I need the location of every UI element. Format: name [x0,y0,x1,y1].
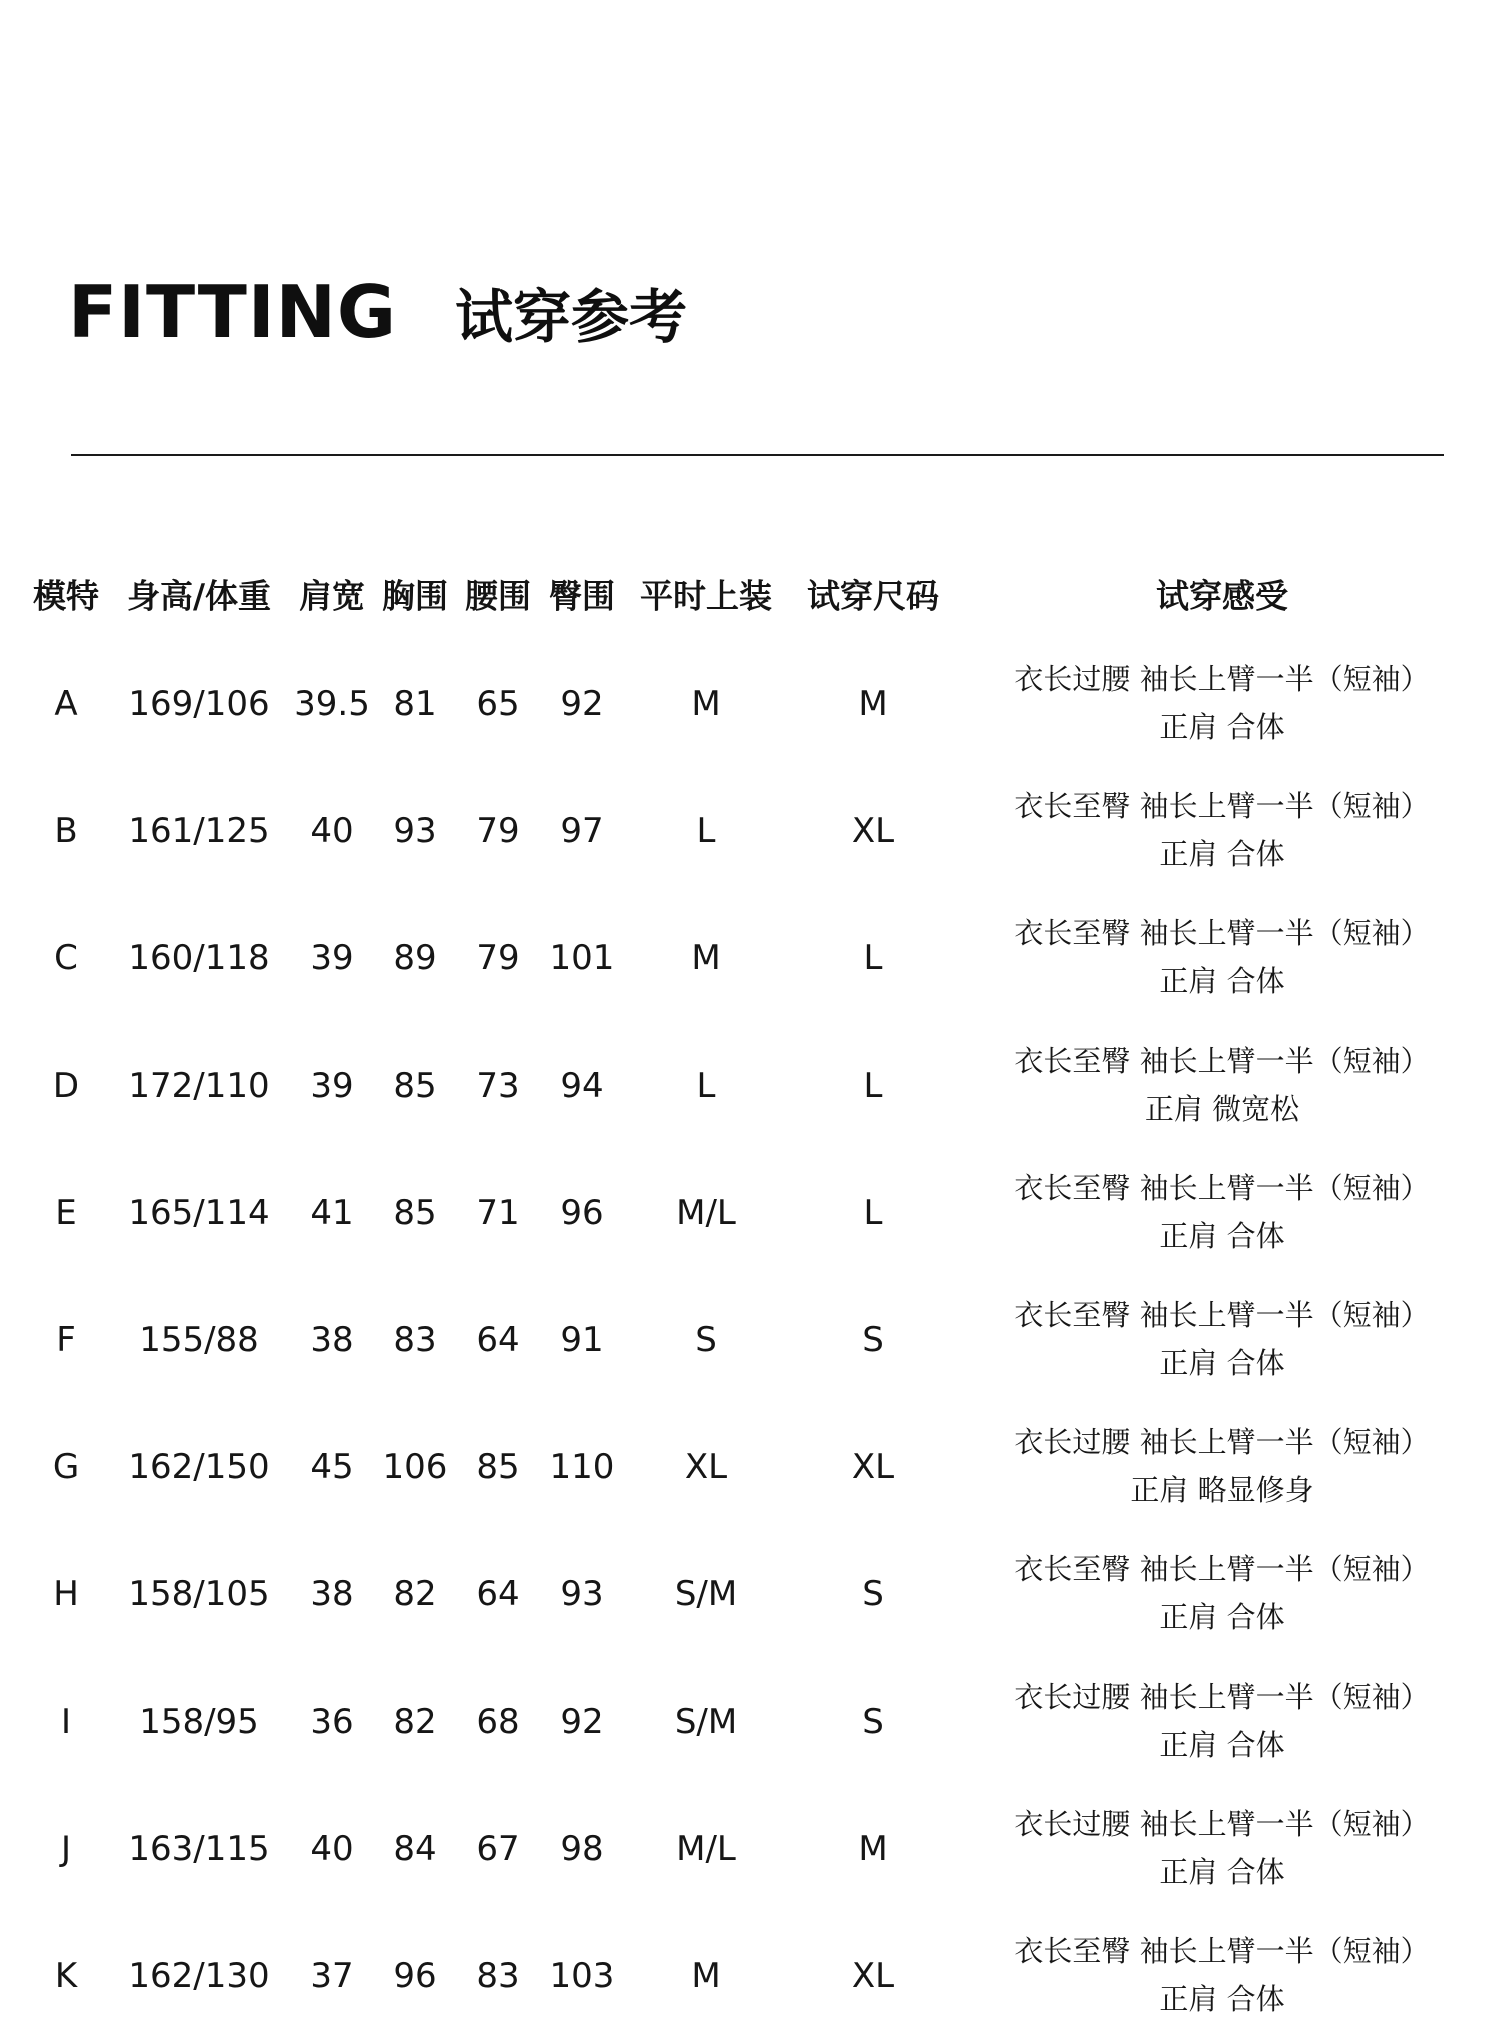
feeling-line-length: 衣长至臀 袖长上臂一半（短袖） [1014,1043,1430,1078]
cell-tried-size: S [862,1320,884,1360]
cell-model: B [54,811,78,852]
cell-tried-size: L [863,938,883,979]
cell-waist: 68 [476,1701,520,1742]
cell-shoulder: 38 [310,1320,354,1360]
feeling-line-fit: 正肩 合体 [1159,1854,1285,1889]
cell-chest: 85 [393,1192,437,1233]
cell-feeling [1014,1800,1429,1896]
cell-waist: 64 [476,1320,520,1360]
cell-shoulder: 37 [310,1956,354,1996]
feeling-line-fit: 正肩 合体 [1159,1218,1285,1253]
cell-model: D [52,1065,80,1106]
cell-height-weight: 162/130 [128,1956,270,1996]
cell-waist: 79 [476,938,520,979]
cell-model: J [60,1828,72,1869]
cell-model: I [60,1701,72,1742]
cell-tried-size: XL [851,1956,895,1996]
cell-hip: 93 [560,1574,604,1615]
feeling-line-fit: 正肩 合体 [1159,964,1285,999]
cell-chest: 82 [393,1574,437,1615]
cell-usual-size: M/L [676,1192,736,1233]
cell-shoulder: 40 [310,1828,354,1869]
feeling-line-length: 衣长至臀 袖长上臂一半（短袖） [1014,916,1430,951]
feeling-line-length: 衣长过腰 袖长上臂一半（短袖） [1014,1679,1430,1714]
header-usual-size: 平时上装 [640,576,772,616]
cell-tried-size: S [862,1574,884,1615]
cell-model: G [52,1447,80,1488]
cell-chest: 106 [382,1447,448,1488]
cell-hip: 92 [560,1701,604,1742]
cell-shoulder: 39.5 [294,684,370,724]
cell-chest: 89 [393,938,437,979]
cell-chest: 81 [393,684,437,724]
cell-hip: 110 [549,1447,615,1488]
header-waist: 腰围 [465,576,531,616]
cell-hip: 101 [549,938,615,979]
feeling-line-length: 衣长至臀 袖长上臂一半（短袖） [1014,789,1430,824]
header-hip: 臀围 [549,576,615,616]
cell-height-weight: 163/115 [128,1828,270,1869]
cell-waist: 67 [476,1828,520,1869]
cell-waist: 79 [476,811,520,852]
cell-usual-size: S/M [674,1574,738,1615]
cell-usual-size: L [696,1065,716,1106]
feeling-line-length: 衣长至臀 袖长上臂一半（短袖） [1014,1934,1430,1968]
cell-chest: 85 [393,1065,437,1106]
cell-tried-size: M [858,684,888,724]
feeling-line-fit: 正肩 微宽松 [1144,1091,1300,1126]
header-feeling: 试穿感受 [1156,576,1288,616]
cell-height-weight: 162/150 [128,1447,270,1488]
cell-chest: 96 [393,1956,437,1996]
cell-feeling [1014,1164,1429,1260]
cell-hip: 94 [560,1065,604,1106]
cell-height-weight: 165/114 [128,1192,270,1233]
feeling-line-length: 衣长过腰 袖长上臂一半（短袖） [1014,1806,1430,1841]
cell-tried-size: S [862,1701,884,1742]
cell-height-weight: 169/106 [128,684,270,724]
feeling-line-length: 衣长至臀 袖长上臂一半（短袖） [1014,1552,1430,1587]
cell-tried-size: L [863,1065,883,1106]
cell-tried-size: L [863,1192,883,1233]
cell-hip: 92 [560,684,604,724]
cell-height-weight: 160/118 [128,938,270,979]
feeling-line-length: 衣长过腰 袖长上臂一半（短袖） [1014,662,1430,696]
feeling-line-fit: 正肩 略显修身 [1130,1473,1314,1508]
feeling-line-fit: 正肩 合体 [1159,1346,1285,1380]
cell-feeling [1014,1545,1429,1641]
cell-chest: 84 [393,1828,437,1869]
cell-shoulder: 39 [310,938,354,979]
cell-waist: 85 [476,1447,520,1488]
cell-hip: 91 [560,1320,604,1360]
cell-chest: 93 [393,811,437,852]
cell-feeling [1014,1927,1429,2023]
cell-tried-size: XL [851,811,895,852]
cell-feeling [1014,782,1429,878]
cell-usual-size: XL [684,1447,728,1488]
cell-usual-size: M [691,684,721,724]
cell-shoulder: 39 [310,1065,354,1106]
feeling-line-fit: 正肩 合体 [1159,837,1285,872]
cell-feeling [1014,655,1429,751]
feeling-line-length: 衣长至臀 袖长上臂一半（短袖） [1014,1298,1430,1332]
cell-waist: 65 [476,684,520,724]
cell-chest: 82 [393,1701,437,1742]
cell-tried-size: M [858,1828,888,1869]
feeling-line-fit: 正肩 合体 [1159,710,1285,744]
cell-usual-size: M [691,1956,721,1996]
cell-waist: 73 [476,1065,520,1106]
title-english: FITTING [68,270,397,354]
cell-waist: 83 [476,1956,520,1996]
cell-height-weight: 158/95 [139,1701,259,1742]
cell-feeling [1014,1418,1429,1514]
cell-usual-size: L [696,811,716,852]
feeling-line-length: 衣长至臀 袖长上臂一半（短袖） [1014,1170,1430,1205]
cell-shoulder: 41 [310,1192,354,1233]
cell-tried-size: XL [851,1447,895,1488]
cell-usual-size: S/M [674,1701,738,1742]
cell-height-weight: 158/105 [128,1574,270,1615]
title-chinese: 试穿参考 [455,283,688,351]
feeling-line-fit: 正肩 合体 [1159,1982,1285,2016]
cell-feeling [1014,909,1429,1005]
cell-usual-size: M/L [676,1828,736,1869]
cell-feeling [1014,1673,1429,1769]
cell-hip: 97 [560,811,604,852]
feeling-line-length: 衣长过腰 袖长上臂一半（短袖） [1014,1425,1430,1460]
cell-waist: 71 [476,1192,520,1233]
cell-height-weight: 161/125 [128,811,270,852]
cell-model: A [54,684,78,724]
cell-model: K [54,1956,78,1996]
cell-chest: 83 [393,1320,437,1360]
cell-feeling [1014,1291,1429,1387]
cell-shoulder: 38 [310,1574,354,1615]
cell-usual-size: M [691,938,721,979]
cell-waist: 64 [476,1574,520,1615]
cell-model: E [55,1192,77,1233]
header-shoulder: 肩宽 [299,576,365,616]
cell-model: F [56,1320,76,1360]
feeling-line-fit: 正肩 合体 [1159,1727,1285,1762]
cell-height-weight: 172/110 [128,1065,270,1106]
cell-model: C [54,938,78,979]
cell-shoulder: 36 [310,1701,354,1742]
cell-shoulder: 45 [310,1447,354,1488]
cell-hip: 96 [560,1192,604,1233]
header-height-weight: 身高/体重 [126,576,272,616]
cell-feeling [1014,1037,1429,1133]
header-chest: 胸围 [382,576,448,616]
header-tried-size: 试穿尺码 [807,576,939,616]
cell-shoulder: 40 [310,811,354,852]
cell-model: H [53,1574,79,1615]
cell-height-weight: 155/88 [139,1320,259,1360]
cell-hip: 103 [549,1956,615,1996]
cell-usual-size: S [695,1320,717,1360]
feeling-line-fit: 正肩 合体 [1159,1600,1285,1635]
header-model: 模特 [33,576,99,616]
cell-hip: 98 [560,1828,604,1869]
